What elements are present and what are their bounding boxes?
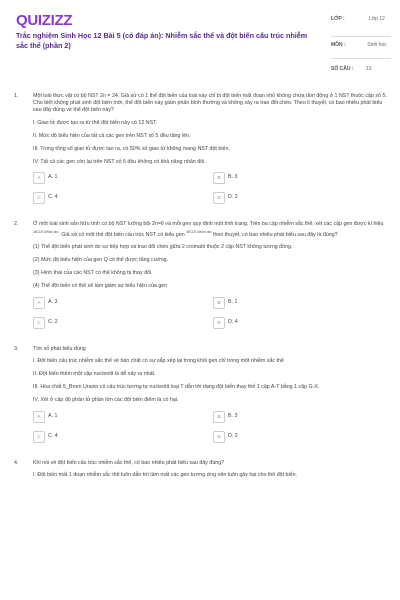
option-letter: A bbox=[33, 297, 45, 309]
answer-options bbox=[33, 411, 389, 446]
question-1 bbox=[0, 93, 400, 207]
statement: IV. Tất cả các gen còn lại trên NST số 5 đều không có khả năng nhân đôi. bbox=[33, 159, 206, 166]
option-b[interactable] bbox=[213, 297, 363, 309]
option-letter: B bbox=[213, 297, 225, 309]
question-text bbox=[33, 221, 389, 238]
option-a[interactable] bbox=[33, 411, 183, 423]
answer-options bbox=[33, 172, 389, 207]
page-title: Trắc nghiệm Sinh Học 12 Bài 5 (có đáp án): Nhiễm sắc thể và đột biến cấu trúc nhiễm sắc thể (phần 2) bbox=[16, 31, 308, 50]
question-number: 3. bbox=[14, 345, 19, 352]
option-letter: D bbox=[213, 431, 225, 443]
option-text: B. 3 bbox=[228, 412, 238, 419]
statement: (1) Thể đột biến phát sinh do sự tiếp hợp và trao đổi chéo giữa 2 cromatit thuộc 2 cặp NST không tương đồng. bbox=[33, 243, 293, 250]
option-d[interactable] bbox=[213, 192, 363, 204]
option-c[interactable] bbox=[33, 317, 183, 329]
option-c[interactable] bbox=[33, 431, 183, 443]
option-letter: C bbox=[33, 192, 45, 204]
statement: (3) Hình thái của các NST có thể không bị thay đổi. bbox=[33, 270, 153, 277]
question-3 bbox=[0, 346, 400, 446]
statement: (2) Mức độ biểu hiện của gen Q có thể được tăng cường. bbox=[33, 257, 169, 264]
statement: III. Trong tổng số giao tử được tạo ra, có 50% số giao tử không mang NST đột biến. bbox=[33, 146, 230, 153]
genotype-notation: ABCDE MNhm abc bbox=[186, 229, 212, 234]
class-label: LỚP : bbox=[331, 16, 345, 22]
option-text: B. 1 bbox=[228, 298, 238, 305]
statement: I. Đột biến mất 1 đoạn nhiễm sắc thể luôn dẫn tới làm mất các gen tương ứng nên luôn gây hại cho thể đột biến. bbox=[33, 471, 298, 478]
option-text: A. 1 bbox=[48, 174, 58, 181]
question-text-part: Ở một loài sinh sản hữu tính có bộ NST lưỡng bội 2n=6 và mỗi gen quy định một tính trạng. Trên ba cặp nhiễm sắc thể, xét các cặp gen được kí hiệu bbox=[33, 221, 384, 228]
answer-options bbox=[33, 297, 389, 332]
question-list bbox=[0, 93, 400, 493]
option-text: D. 2 bbox=[228, 194, 238, 201]
option-text: A. 3 bbox=[48, 298, 58, 305]
option-letter: A bbox=[33, 411, 45, 423]
option-text: B. 3 bbox=[228, 174, 238, 181]
genotype-notation: ABCDE MNhm abc bbox=[33, 229, 59, 234]
option-text: A. 1 bbox=[48, 412, 58, 419]
option-letter: C bbox=[33, 317, 45, 329]
question-text: Tìm số phát biểu đúng bbox=[33, 345, 86, 352]
question-4 bbox=[0, 460, 400, 479]
statement: I. Đột biến cấu trúc nhiễm sắc thể về bản chất có sự sắp xếp lại trong khối gen chỉ trong một nhiễm sắc thể bbox=[33, 357, 284, 364]
count-value: 13 bbox=[366, 66, 372, 72]
question-number: 1. bbox=[14, 93, 19, 99]
option-letter: B bbox=[213, 172, 225, 184]
option-text: C. 4 bbox=[48, 432, 58, 439]
quizizz-logo: QUIZIZZ bbox=[16, 12, 73, 29]
option-text: C. 4 bbox=[48, 194, 58, 201]
question-text-part: . Giả sử có một thể đột biến cấu trúc NST có kiểu gen bbox=[58, 231, 185, 238]
question-text: Khi nói về đột biến cấu trúc nhiễm sắc thể, có bao nhiêu phát biểu sau đây đúng? bbox=[33, 459, 225, 466]
class-value: Lớp 12 bbox=[369, 16, 385, 22]
option-text: D. 4 bbox=[228, 318, 238, 325]
option-letter: C bbox=[33, 431, 45, 443]
subject-label: MÔN : bbox=[331, 42, 346, 48]
count-label: SỐ CÂU : bbox=[331, 66, 354, 72]
worksheet-header bbox=[0, 0, 400, 82]
statement: (4) Thể đột biến có thể sẽ làm giảm sự biểu hiện của gen bbox=[33, 283, 168, 290]
option-d[interactable] bbox=[213, 431, 363, 443]
option-letter: B bbox=[213, 411, 225, 423]
subject-value: Sinh học bbox=[367, 42, 387, 48]
option-letter: D bbox=[213, 317, 225, 329]
question-text: Một loài thực vật có bộ NST 2n = 24. Giả sử có 1 thể đột biến của loài này chỉ bị đột biến mất đoạn nhỏ không chứa tâm động ở 1 NST thuộc cặp số 5. Cho biết không phát sinh đột biến mới, thể đột biến này giảm phân bình thường và không xảy ra trao đổi chéo. Theo lí thuyết, có bao nhiêu phát biểu sau đây đúng về thể đột biến này? bbox=[33, 93, 387, 114]
option-letter: D bbox=[213, 192, 225, 204]
question-text-part: theo thuyết, có bao nhiêu phát biểu sau đây là đúng? bbox=[213, 231, 338, 238]
option-b[interactable] bbox=[213, 411, 363, 423]
option-d[interactable] bbox=[213, 317, 363, 329]
option-a[interactable] bbox=[33, 172, 183, 184]
statement: II. Đột biến thêm một cặp nucleotit là dễ xảy ra nhất. bbox=[33, 371, 156, 378]
statement: IV. Xét ở cấp độ phân tử phần lớn các đột biến điểm là có hại. bbox=[33, 397, 179, 404]
question-2 bbox=[0, 221, 400, 331]
option-b[interactable] bbox=[213, 172, 363, 184]
question-number: 2. bbox=[14, 221, 19, 228]
question-number: 4. bbox=[14, 459, 19, 466]
option-text: D. 2 bbox=[228, 432, 238, 439]
option-a[interactable] bbox=[33, 297, 183, 309]
option-text: C. 2 bbox=[48, 318, 58, 325]
statement: I. Giao tử được tạo ra từ thể đột biến này có 12 NST. bbox=[33, 119, 158, 126]
statement: III. Hóa chất 5_Brom Uraxin có cấu trúc tương tự nucleotit loại T dẫn tới dạng đột biến thay thế 1 cặp A-T bằng 1 cặp G-X. bbox=[33, 384, 320, 391]
option-letter: A bbox=[33, 172, 45, 184]
option-c[interactable] bbox=[33, 192, 183, 204]
statement: II. Mức độ biểu hiện của tất cả các gen trên NST số 5 đều tăng lên. bbox=[33, 132, 191, 139]
